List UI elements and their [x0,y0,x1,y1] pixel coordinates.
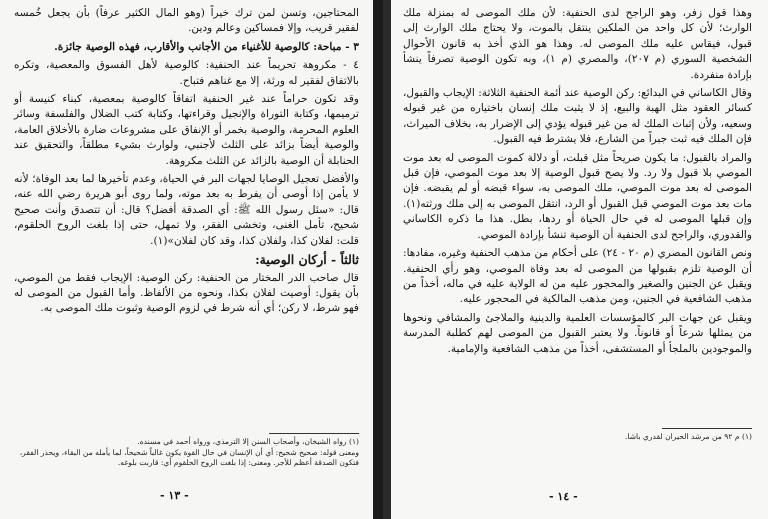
section-heading-pillars: ثالثاً - أركان الوصية: [255,252,359,268]
right-footnote-divider [662,428,752,429]
right-page-body [403,6,752,360]
left-page-number: - ١٣ - [160,489,189,502]
book-gutter-right [383,0,391,519]
right-paragraph-4: ونص القانون المصري (م ٢٠ - ٢٤) على أحكام من مذهب الحنفية وغيره، مفادها: أن الوصية تلزم بقبولها من الموصى له بعد وفاة الموصي، وهو رأي الحنفية. ويقبل عن الجنين والصغير والمحجور عليه من له الولاية عليه في ماله، أخذاً من مذهب الشافعية في الجنين، ومن مذهب المالكية في المحجور عليه. [403,247,752,306]
right-paragraph-2: وقال الكاساني في البدائع: ركن الوصية عند أئمة الحنفية الثلاثة: الإيجاب والقبول، كسائر العقود مثل الهبة والبيع، إذ لا يثبت ملك إنسان باختياره من غير قبوله وسعيه، ولأن إثبات الملك له من غير قبوله يؤدي إلى الإضرار به، بخلاف الميراث، فإن الملك فيه ثبت جبراً من الشارع، فلا يشترط فيه القبول. [403,87,752,146]
left-footnotes [14,437,359,470]
book-gutter-left [373,0,383,519]
right-paragraph-3: والمراد بالقبول: ما يكون صريحاً مثل قبلت، أو دلالة كموت الموصى له بعد موت الموصي بلا قبول ولا رد. ولا يصح قبول الوصية إلا بعد موت الموصي، فإن قبل الموصى له بعد موت الموصي، ملك الموصى به، سواء قبضه أو لم يقبضه. فإن مات بعد موت الموصي قبل القبول أو الرد، انتقل الموصى به إلى ملك ورثته(١). وإن قبلها الموصى له في حال الحياة أو ردها، بطل. هذا ما ذكره الكاساني والقدوري، والراجح لدى الحنفية أن الوصية تنشأ بإرادة الموصي. [403,151,752,241]
right-page-number: - ١٤ - [549,490,578,503]
left-page-body [14,6,359,320]
right-paragraph-5: ويقبل عن جهات البر كالمؤسسات العلمية والدينية والملاجئ والمشافي ونحوها من يمثلها شرعاً أو قانوناً. ولا يعتبر القبول من الموصى لهم كطلبة المدرسة والموجودين بالملجأ أو المستشفى، أخذاً من مذهب الشافعية والإمامية. [403,311,752,355]
left-footnote-divider [269,433,359,434]
left-paragraph-permissible: ٣ - مباحة: كالوصية للأغنياء من الأجانب والأقارب، فهذه الوصية جائزة. [54,40,359,53]
left-footnote-2: ومعنى قوله: صحيح شحيح: أي أن الإنسان في حال القوة يكون غالباً شحيحاً، لما يأمله من البقاء، ويحذر الفقر، فتكون الصدقة أعظم للأجر. ومعنى: إذا بلغت الروح الحلقوم أي: قاربت بلوغه. [19,448,359,468]
right-book-page [391,0,768,519]
left-paragraph-forbidden: وقد تكون حراماً عند غير الحنفية اتفاقاً كالوصية بمعصية، كبناء كنيسة أو ترميمها، وكتابة التوراة والإنجيل وقراءتها، وكتابة كتب الضلال والفلسفة وسائر العلوم المحرمة، والوصية بخمر أو الإنفاق على مشروعات ضارة بالأخلاق العامة، والوصية أيضاً بزائد على الثلث لأجنبي، ولوارث بشيء مطلقاً، والتحقيق عند الحنابلة أن الوصية بالزائد عن الثلث مكروهة. [14,93,359,167]
left-footnote-1: (١) رواه الشيخان، وأصحاب السنن إلا الترمذي، ورواه أحمد في مسنده. [137,437,359,446]
left-paragraph-disliked: ٤ - مكروهة تحريماً عند الحنفية: كالوصية لأهل الفسوق والمعصية، وتكره بالاتفاق لفقير له ورثة، إلا مع غناهم فتباح. [14,59,359,87]
right-footnotes [403,432,752,443]
left-paragraph-pillars: قال صاحب الدر المختار من الحنفية: ركن الوصية: الإيجاب فقط من الموصي، بأن يقول: أوصيت لفلان بكذا، ونحوه من الألفاظ. وأما القبول من الموصى له فهو شرط، لا ركن؛ أي أنه شرط في لزوم الوصية وثبوت ملك الموصى به. [14,271,359,315]
left-paragraph-hadith: والأفضل تعجيل الوصايا لجهات البر في الحياة، وعدم تأخيرها لما بعد الوفاة؛ لأنه لا يأمن إذا أوصى أن يفرط به بعد موته، ولما روى أبو هريرة رضي الله عنه، قال: «سئل رسول الله ﷺ: أي الصدقة أفضل؟ قال: أن تتصدق وأنت صحيح شحيح، تأمل الغنى، وتخشى الفقر، ولا تمهل، حتى إذا بلغت الروح الحلقوم، قلت: لفلان كذا، ولفلان كذا، وقد كان لفلان»(١). [14,173,359,247]
right-footnote-1: (١) م ٩٢ من مرشد الحيران لقدري باشا. [624,432,752,441]
left-paragraph-1: المحتاجين، وتسن لمن ترك خيراً (وهو المال الكثير عرفاً) بأن يجعل خُمسه لفقير قريب، وإلا فمساكين وعالم ودين. [14,7,359,35]
right-paragraph-1: وهذا قول زفر، وهو الراجح لدى الحنفية: لأن ملك الموصى له بمنزلة ملك الوارث؛ لأن كل واحد من الملكين ينتقل بالموت، ولا يحتاج ملك الوارث إلى قبول، فيقاس عليه ملك الموصى له. وهذا هو الذي أخذ به قانون الأحوال الشخصية السوري (م ٢٠٧)، والمصري (م ١)، وبه تكون الوصية تصرفاً ينشأ بإرادة منفردة. [403,7,752,81]
left-book-page [0,0,373,519]
